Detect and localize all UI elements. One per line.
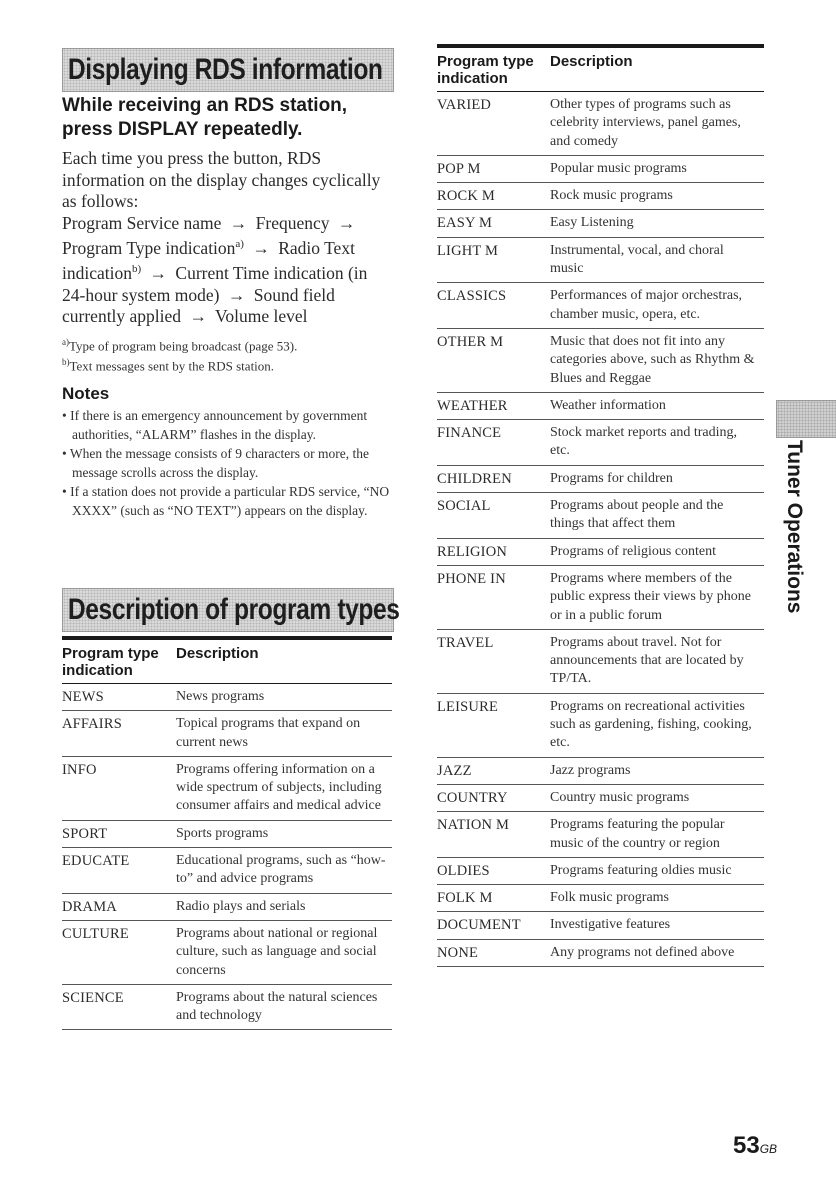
sequence-arrow: → xyxy=(229,212,248,233)
description-cell: Any programs not defined above xyxy=(550,944,735,960)
program-type-cell: WEATHER xyxy=(437,397,508,414)
program-type-cell: CHILDREN xyxy=(437,470,512,487)
description-cell: Country music programs xyxy=(550,789,690,805)
sequence-arrow: → xyxy=(227,284,246,305)
table-row xyxy=(437,885,764,912)
sequence-step: Frequency xyxy=(255,212,330,233)
description-cell: Sports programs xyxy=(176,825,269,841)
description-cell: Topical programs that expand on current news xyxy=(176,716,361,750)
rds-section-title: Displaying RDS information xyxy=(67,53,383,86)
program-types-title: Description of program types xyxy=(67,593,400,626)
program-type-cell: NATION M xyxy=(437,817,510,834)
program-type-cell: SOCIAL xyxy=(437,498,491,515)
program-type-cell: CULTURE xyxy=(62,925,129,942)
program-type-cell: LIGHT M xyxy=(437,242,499,259)
program-type-cell: COUNTRY xyxy=(437,789,508,806)
table-header xyxy=(62,636,392,684)
table-row xyxy=(62,894,392,921)
table-row xyxy=(437,566,764,630)
description-cell: Music that does not fit into any categories above, such as Rhythm & Blues and Reggae xyxy=(550,333,755,386)
table-row xyxy=(437,758,764,785)
description-cell: Educational programs, such as “how-to” and advice programs xyxy=(176,853,386,887)
table-row xyxy=(437,858,764,885)
table-row xyxy=(437,785,764,812)
program-type-cell: NONE xyxy=(437,944,479,961)
description-cell: Investigative features xyxy=(550,917,671,933)
table-row xyxy=(437,92,764,156)
table-row xyxy=(437,493,764,539)
program-type-cell: OTHER M xyxy=(437,333,504,350)
sequence-step: Program Service name xyxy=(62,212,222,233)
program-type-cell: EDUCATE xyxy=(62,853,130,870)
sequence-step: Sound field currently applied xyxy=(62,284,335,327)
program-type-cell: SCIENCE xyxy=(62,989,124,1006)
description-cell: Programs featuring oldies music xyxy=(550,862,732,878)
description-cell: Popular music programs xyxy=(550,160,687,176)
table-row xyxy=(437,238,764,284)
description-cell: Programs on recreational activities such as gardening, fishing, cooking, etc. xyxy=(550,698,752,751)
sequence-arrow: → xyxy=(189,306,207,327)
description-cell: Programs offering information on a wide spectrum of subjects, including consumer affairs and medical advice xyxy=(176,761,382,814)
rds-footnotes xyxy=(62,334,392,375)
description-cell: Programs about the natural sciences and technology xyxy=(176,989,378,1024)
table-row xyxy=(62,757,392,821)
rds-subheading: While receiving an RDS station, press DISPLAY repeatedly. xyxy=(62,95,348,140)
program-type-cell: OLDIES xyxy=(437,862,490,879)
program-type-cell: DRAMA xyxy=(62,898,117,915)
description-cell: News programs xyxy=(176,689,265,704)
program-type-cell: INFO xyxy=(62,761,97,778)
description-cell: Radio plays and serials xyxy=(176,898,306,914)
program-type-cell: NEWS xyxy=(62,689,104,705)
col-description-header: Description xyxy=(550,53,633,70)
rds-body xyxy=(62,148,392,328)
col-program-type-header: Program type indication xyxy=(437,53,534,87)
program-types-banner xyxy=(62,588,400,632)
table-row xyxy=(437,940,764,967)
description-cell: Weather information xyxy=(550,397,666,413)
notes-list xyxy=(62,407,392,521)
footnote-ref: a) xyxy=(235,238,244,250)
description-cell: Rock music programs xyxy=(550,188,673,204)
sequence-step: Program Type indication xyxy=(62,237,236,258)
notes-title: Notes xyxy=(62,384,110,403)
page-suffix: GB xyxy=(759,1142,778,1156)
table-row xyxy=(437,283,764,329)
rds-sequence xyxy=(62,213,367,327)
description-cell: Programs featuring the popular music of the country or region xyxy=(550,817,725,851)
program-type-cell: PHONE IN xyxy=(437,570,506,587)
sequence-arrow: → xyxy=(337,212,356,233)
table-row xyxy=(437,912,764,939)
table-row xyxy=(62,711,392,757)
table-row xyxy=(62,985,392,1031)
footnote-a: $^{a)}$Type of program being broadcast (page 53). xyxy=(62,337,298,354)
program-type-cell: TRAVEL xyxy=(437,634,494,651)
description-cell: Jazz programs xyxy=(550,762,631,778)
description-cell: Folk music programs xyxy=(550,890,669,906)
note-item: • When the message consists of 9 characters or more, the message scrolls across the display. xyxy=(62,446,369,480)
side-tab-marker xyxy=(776,400,836,438)
page-number: 53GB xyxy=(733,1132,778,1159)
program-type-cell: JAZZ xyxy=(437,762,472,779)
description-cell: Programs where members of the public express their views by phone or in a public forum xyxy=(550,570,752,623)
table-row xyxy=(437,393,764,420)
table-row xyxy=(437,812,764,858)
table-row xyxy=(437,694,764,758)
side-tab-label: Tuner Operations xyxy=(783,440,806,614)
table-row xyxy=(437,466,764,493)
rds-intro: Each time you press the button, RDS information on the display changes cyclically as follows: xyxy=(62,148,381,211)
description-cell: Programs for children xyxy=(550,470,673,486)
sequence-step: Current Time indication (in 24-hour system mode) xyxy=(62,263,368,305)
description-cell: Programs about travel. Not for announcements that are located by TP/TA. xyxy=(550,634,744,687)
note-item: • If there is an emergency announcement by government authorities, “ALARM” flashes in the display. xyxy=(62,408,368,442)
table-header xyxy=(437,44,764,92)
program-type-cell: DOCUMENT xyxy=(437,917,521,934)
table-row xyxy=(437,630,764,694)
table-row xyxy=(62,821,392,848)
description-cell: Programs of religious content xyxy=(550,543,717,559)
note-item: • If a station does not provide a particular RDS service, “NO XXXX” (such as “NO TEXT”) appears on the display. xyxy=(62,484,390,518)
table-row xyxy=(62,848,392,894)
table-row xyxy=(437,329,764,393)
col-program-type-header: Program type indication xyxy=(62,645,159,679)
program-type-cell: ROCK M xyxy=(437,188,496,205)
description-cell: Stock market reports and trading, etc. xyxy=(550,425,738,459)
table-row xyxy=(437,210,764,237)
sequence-step: Volume level xyxy=(215,306,308,327)
table-row xyxy=(62,684,392,711)
program-type-cell: POP M xyxy=(437,160,481,177)
program-type-cell: VARIED xyxy=(437,97,492,113)
program-types-table-left xyxy=(62,636,392,1030)
description-cell: Performances of major orchestras, chamber music, opera, etc. xyxy=(550,288,743,322)
footnote-b: $^{b)}$Text messages sent by the RDS station. xyxy=(62,357,275,374)
table-row xyxy=(437,539,764,566)
program-type-cell: FINANCE xyxy=(437,425,502,442)
description-cell: Programs about national or regional culture, such as language and social concerns xyxy=(176,925,378,978)
table-row xyxy=(62,921,392,985)
table-row xyxy=(437,183,764,210)
program-type-cell: CLASSICS xyxy=(437,288,507,305)
program-type-cell: SPORT xyxy=(62,825,108,842)
program-type-cell: AFFAIRS xyxy=(62,716,122,733)
description-cell: Instrumental, vocal, and choral music xyxy=(550,242,724,277)
sequence-step: Radio Text indication xyxy=(62,237,355,284)
program-type-cell: EASY M xyxy=(437,215,493,232)
footnote-ref: b) xyxy=(131,263,142,276)
description-cell: Easy Listening xyxy=(550,215,634,231)
col-description-header: Description xyxy=(176,645,259,662)
sequence-arrow: → xyxy=(149,263,168,284)
description-cell: Programs about people and the things that affect them xyxy=(550,498,724,532)
sequence-arrow: → xyxy=(252,237,270,258)
table-row xyxy=(437,420,764,466)
program-type-cell: FOLK M xyxy=(437,890,493,907)
program-types-table-right xyxy=(437,44,764,967)
table-row xyxy=(437,156,764,183)
rds-section-banner xyxy=(62,48,394,92)
program-type-cell: LEISURE xyxy=(437,698,499,715)
program-type-cell: RELIGION xyxy=(437,543,508,560)
description-cell: Other types of programs such as celebrity interviews, panel games, and comedy xyxy=(550,97,741,149)
